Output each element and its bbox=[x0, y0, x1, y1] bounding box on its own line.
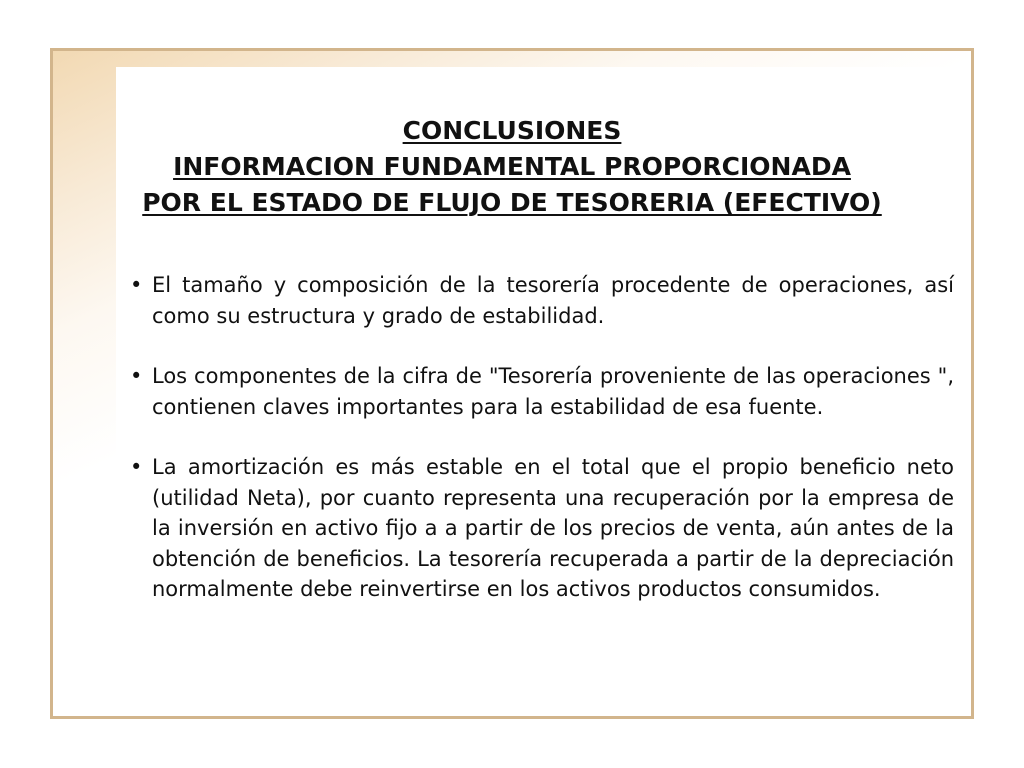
bullet-item-2 bbox=[130, 361, 954, 422]
slide-title bbox=[100, 113, 924, 221]
bullet-text-2: Los componentes de la cifra de "Tesorería proveniente de las operaciones ", contienen claves importantes para la estabilidad de esa fuente. bbox=[152, 364, 954, 419]
bullet-list bbox=[130, 270, 954, 605]
bullet-marker: • bbox=[130, 455, 143, 479]
bullet-item-3 bbox=[130, 452, 954, 605]
title-line-1: CONCLUSIONES bbox=[402, 116, 622, 145]
bullet-marker: • bbox=[130, 273, 143, 297]
bullet-item-1 bbox=[130, 270, 954, 331]
title-line-3: POR EL ESTADO DE FLUJO DE TESORERIA (EFECTIVO) bbox=[142, 188, 882, 217]
bullet-text-1: El tamaño y composición de la tesorería procedente de operaciones, así como su estructura y grado de estabilidad. bbox=[152, 273, 954, 328]
bullet-marker: • bbox=[130, 364, 143, 388]
title-line-2: INFORMACION FUNDAMENTAL PROPORCIONADA bbox=[173, 152, 851, 181]
bullet-text-3: La amortización es más estable en el total que el propio beneficio neto (utilidad Neta), por cuanto representa una recuperación por la empresa de la inversión en activo fijo a a partir de los precios de venta, aún antes de la obtención de beneficios. La tesorería recuperada a partir de la depreciación normalmente debe reinvertirse en los activos productos consumidos. bbox=[152, 455, 954, 601]
